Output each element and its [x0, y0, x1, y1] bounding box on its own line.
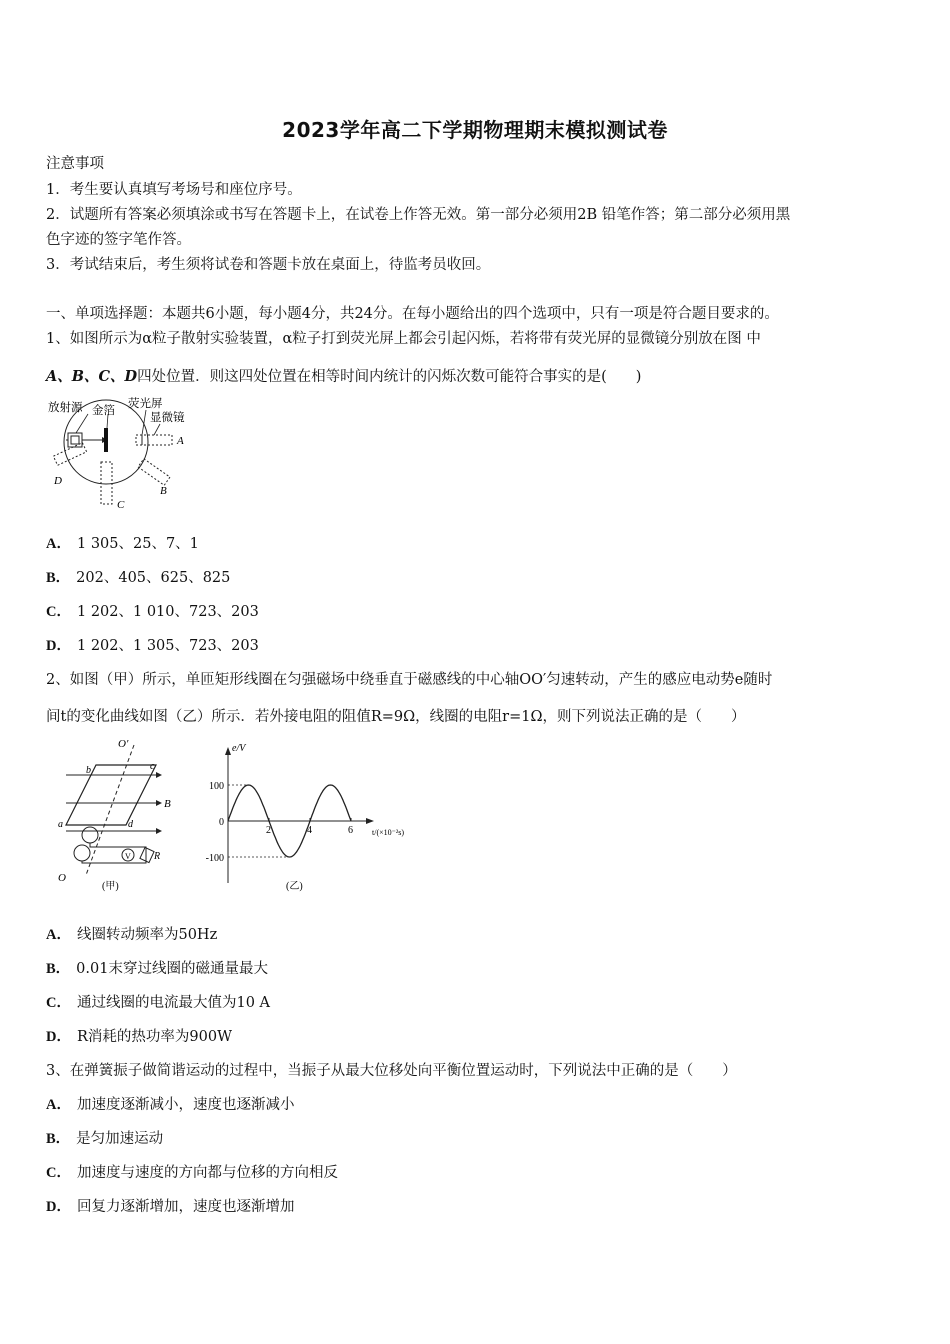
label-corner-d: d: [128, 819, 133, 830]
source-pointer: [76, 414, 88, 433]
q2-option-c[interactable]: [46, 991, 270, 1012]
q3-option-b-text: 是匀加速运动: [76, 1131, 164, 1147]
emf-chart: [196, 735, 408, 895]
q1-option-a-letter: A．: [46, 536, 71, 552]
caption-yi: (乙): [286, 881, 303, 892]
notice-item-3: 3．考试结束后，考生须将试卷和答题卡放在桌面上，待监考员收回。: [46, 257, 491, 273]
q2-option-b-letter: B．: [46, 961, 71, 977]
q3-option-a[interactable]: [46, 1093, 294, 1114]
q2-figure-jia: [46, 735, 196, 895]
q1-option-d-text: 1 202、1 305、723、203: [76, 638, 259, 654]
screen-pointer: [142, 410, 146, 435]
x-tick-label: 4: [307, 825, 312, 836]
microscope-pointer: [154, 424, 160, 435]
q1-option-d[interactable]: [46, 634, 259, 655]
q1-stem-line2: [46, 365, 641, 386]
q1-stem-rest: 四处位置．则这四处位置在相等时间内统计的闪烁次数可能符合事实的是( ): [137, 369, 642, 385]
q3-stem: 3、在弹簧振子做简谐运动的过程中，当振子从最大位移处向平衡位置运动时，下列说法中正确的是（ ）: [46, 1063, 737, 1079]
microscope-c: [101, 462, 112, 504]
label-o: O: [58, 872, 66, 884]
q2-option-a-letter: A．: [46, 927, 71, 943]
q1-option-b-letter: B．: [46, 570, 71, 586]
q2-option-c-letter: C．: [46, 995, 71, 1011]
label-a: A: [177, 435, 184, 447]
q2-stem-line1: 2、如图（甲）所示，单匝矩形线圈在匀强磁场中绕垂直于磁感线的中心轴OO′匀速转动，产生的感应电动势e随时: [46, 672, 773, 688]
q1-option-c[interactable]: [46, 600, 259, 621]
y-axis-label: e/V: [232, 743, 246, 754]
q2-option-a[interactable]: [46, 923, 217, 944]
label-resistor: R: [154, 851, 161, 862]
q2-figure-yi: [196, 735, 408, 895]
q2-option-b[interactable]: [46, 957, 268, 978]
label-screen: 荧光屏: [128, 398, 163, 410]
q1-option-c-text: 1 202、1 010、723、203: [76, 604, 259, 620]
slip-ring-2: [74, 845, 90, 861]
x-axis-arrow: [366, 818, 374, 824]
y-axis-arrow: [225, 747, 231, 755]
q1-option-a-text: 1 305、25、7、1: [76, 536, 199, 552]
label-d: D: [54, 475, 62, 487]
q2-option-d-text: R消耗的热功率为900W: [76, 1029, 232, 1045]
foil-center: [105, 439, 108, 442]
q1-option-b[interactable]: [46, 566, 230, 587]
label-b: B: [160, 485, 167, 497]
q1-option-b-text: 202、405、625、825: [76, 570, 231, 586]
notice-heading: 注意事项: [46, 156, 104, 172]
q1-option-a[interactable]: [46, 532, 199, 553]
q2-option-b-text: 0.01末穿过线圈的磁通量最大: [76, 961, 268, 977]
q1-figure: [46, 396, 206, 514]
q3-option-a-text: 加速度逐渐减小，速度也逐渐减小: [76, 1097, 295, 1113]
q1-positions: A、B、C、D: [46, 368, 138, 385]
q3-option-b[interactable]: [46, 1127, 163, 1148]
q3-option-d[interactable]: [46, 1195, 294, 1216]
x-axis-label: t/(×10⁻²s): [372, 828, 405, 837]
notice-item-2-cont: 色字迹的签字笔作答。: [46, 232, 191, 248]
q3-option-b-letter: B．: [46, 1131, 71, 1147]
label-corner-a: a: [58, 819, 63, 830]
x-tick-label: 6: [348, 825, 353, 836]
x-tick-label: 2: [266, 825, 271, 836]
q1-option-c-letter: C．: [46, 604, 71, 620]
q3-option-a-letter: A．: [46, 1097, 71, 1113]
notice-item-2: 2．试题所有答案必须填涂或书写在答题卡上，在试卷上作答无效。第一部分必须用2B 铅笔作答；第二部分必须用黑: [46, 207, 791, 223]
page-title: 2023学年高二下学期物理期末模拟测试卷: [282, 118, 668, 142]
y-tick-label: 0: [219, 817, 224, 828]
source-inner: [71, 436, 79, 444]
label-o-prime: O′: [118, 738, 129, 750]
field-arrow-3: [156, 828, 162, 834]
q3-option-d-letter: D．: [46, 1199, 71, 1215]
q3-option-d-text: 回复力逐渐增加，速度也逐渐增加: [76, 1199, 295, 1215]
field-arrow-1: [156, 772, 162, 778]
coil-loop: [66, 765, 156, 825]
q1-stem-line1: 1、如图所示为α粒子散射实验装置，α粒子打到荧光屏上都会引起闪烁，若将带有荧光屏的显微镜分别放在图 中: [46, 331, 761, 347]
q3-option-c-text: 加速度与速度的方向都与位移的方向相反: [76, 1165, 338, 1181]
slip-ring-1: [82, 827, 98, 843]
label-field-b: B: [164, 798, 171, 810]
q2-option-c-text: 通过线圈的电流最大值为10 A: [76, 995, 271, 1011]
label-microscope: 显微镜: [150, 412, 185, 424]
q2-stem-line2: 间t的变化曲线如图（乙）所示．若外接电阻的阻值R=9Ω，线圈的电阻r=1Ω，则下列说法正确的是（ ）: [46, 709, 746, 725]
q2-option-d-letter: D．: [46, 1029, 71, 1045]
field-arrow-2: [156, 800, 162, 806]
label-source: 放射源: [48, 402, 83, 414]
y-tick-label: 100: [209, 781, 224, 792]
microscope-a: [136, 435, 172, 445]
q3-option-c-letter: C．: [46, 1165, 71, 1181]
label-meter: V: [125, 852, 131, 861]
y-tick-label: -100: [205, 853, 224, 864]
notice-item-1: 1．考生要认真填写考场号和座位序号。: [46, 182, 302, 198]
q3-option-c[interactable]: [46, 1161, 338, 1182]
label-foil: 金箔: [92, 405, 115, 417]
caption-jia: (甲): [102, 881, 119, 892]
source-box: [68, 433, 82, 447]
label-corner-c: c: [150, 761, 155, 772]
label-c: C: [117, 499, 125, 511]
q2-option-a-text: 线圈转动频率为50Hz: [76, 927, 218, 943]
resistor: [140, 847, 154, 862]
q2-option-d[interactable]: [46, 1025, 232, 1046]
q1-option-d-letter: D．: [46, 638, 71, 654]
label-corner-b: b: [86, 765, 91, 776]
section-heading: 一、单项选择题：本题共6小题，每小题4分，共24分。在每小题给出的四个选项中，只有一项是符合题目要求的。: [46, 306, 779, 322]
